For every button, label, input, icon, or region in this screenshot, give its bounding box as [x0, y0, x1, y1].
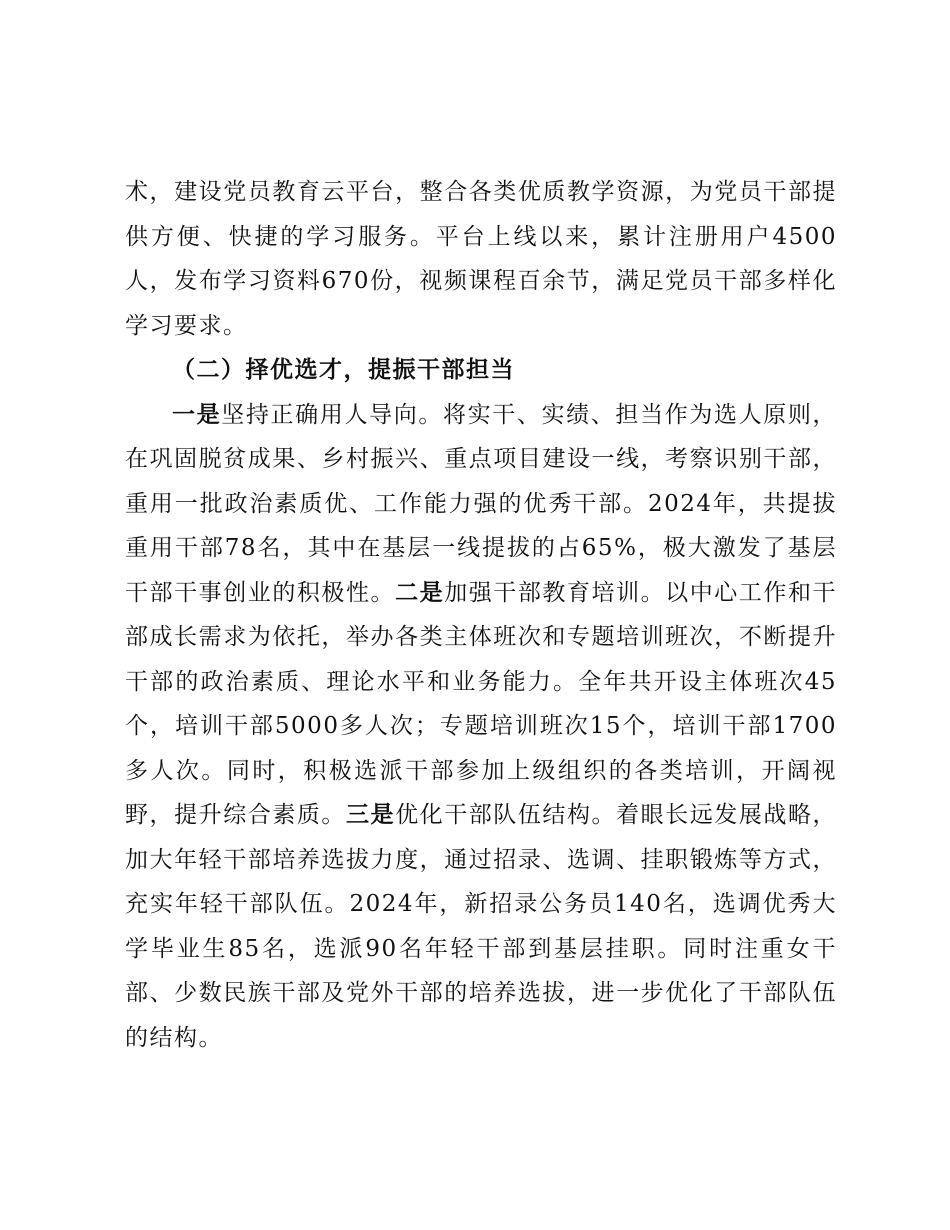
- document-body: [125, 170, 837, 1060]
- part2-label: 二是: [395, 579, 445, 606]
- main-paragraph: [125, 393, 837, 1061]
- part3-label: 三是: [345, 802, 396, 828]
- section-heading: （二）择优选才，提振干部担当: [172, 357, 515, 383]
- part2-text: 加强干部教育培训。以中心工作和干部成长需求为依托，举办各类主体班次和专题培训班次，不断提升干部的政治素质、理论水平和业务能力。全年共开设主体班次45个，培训干部5000多人次；专题培训班次15个，培训干部1700多人次。同时，积极选派干部参加上级组织的各类培训，开阔视野，提升综合素质。: [125, 579, 838, 828]
- part1-label: 一是: [172, 401, 222, 428]
- continuation-paragraph: 术，建设党员教育云平台，整合各类优质教学资源，为党员干部提供方便、快捷的学习服务。平台上线以来，累计注册用户4500人，发布学习资料670份，视频课程百余节，满足党员干部多样化学习要求。: [125, 179, 837, 339]
- part3-text: 优化干部队伍结构。着眼长远发展战略，加大年轻干部培养选拔力度，通过招录、选调、挂职锻炼等方式，充实年轻干部队伍。2024年，新招录公务员140名，选调优秀大学毕业生85名，选派90名年轻干部到基层挂职。同时注重女干部、少数民族干部及党外干部的培养选拔，进一步优化了干部队伍的结构。: [125, 802, 838, 1051]
- part1-text: 坚持正确用人导向。将实干、实绩、担当作为选人原则，在巩固脱贫成果、乡村振兴、重点项目建设一线，考察识别干部，重用一批政治素质优、工作能力强的优秀干部。2024年，共提拔重用干部78名，其中在基层一线提拔的占65%，极大激发了基层干部干事创业的积极性。: [125, 401, 838, 606]
